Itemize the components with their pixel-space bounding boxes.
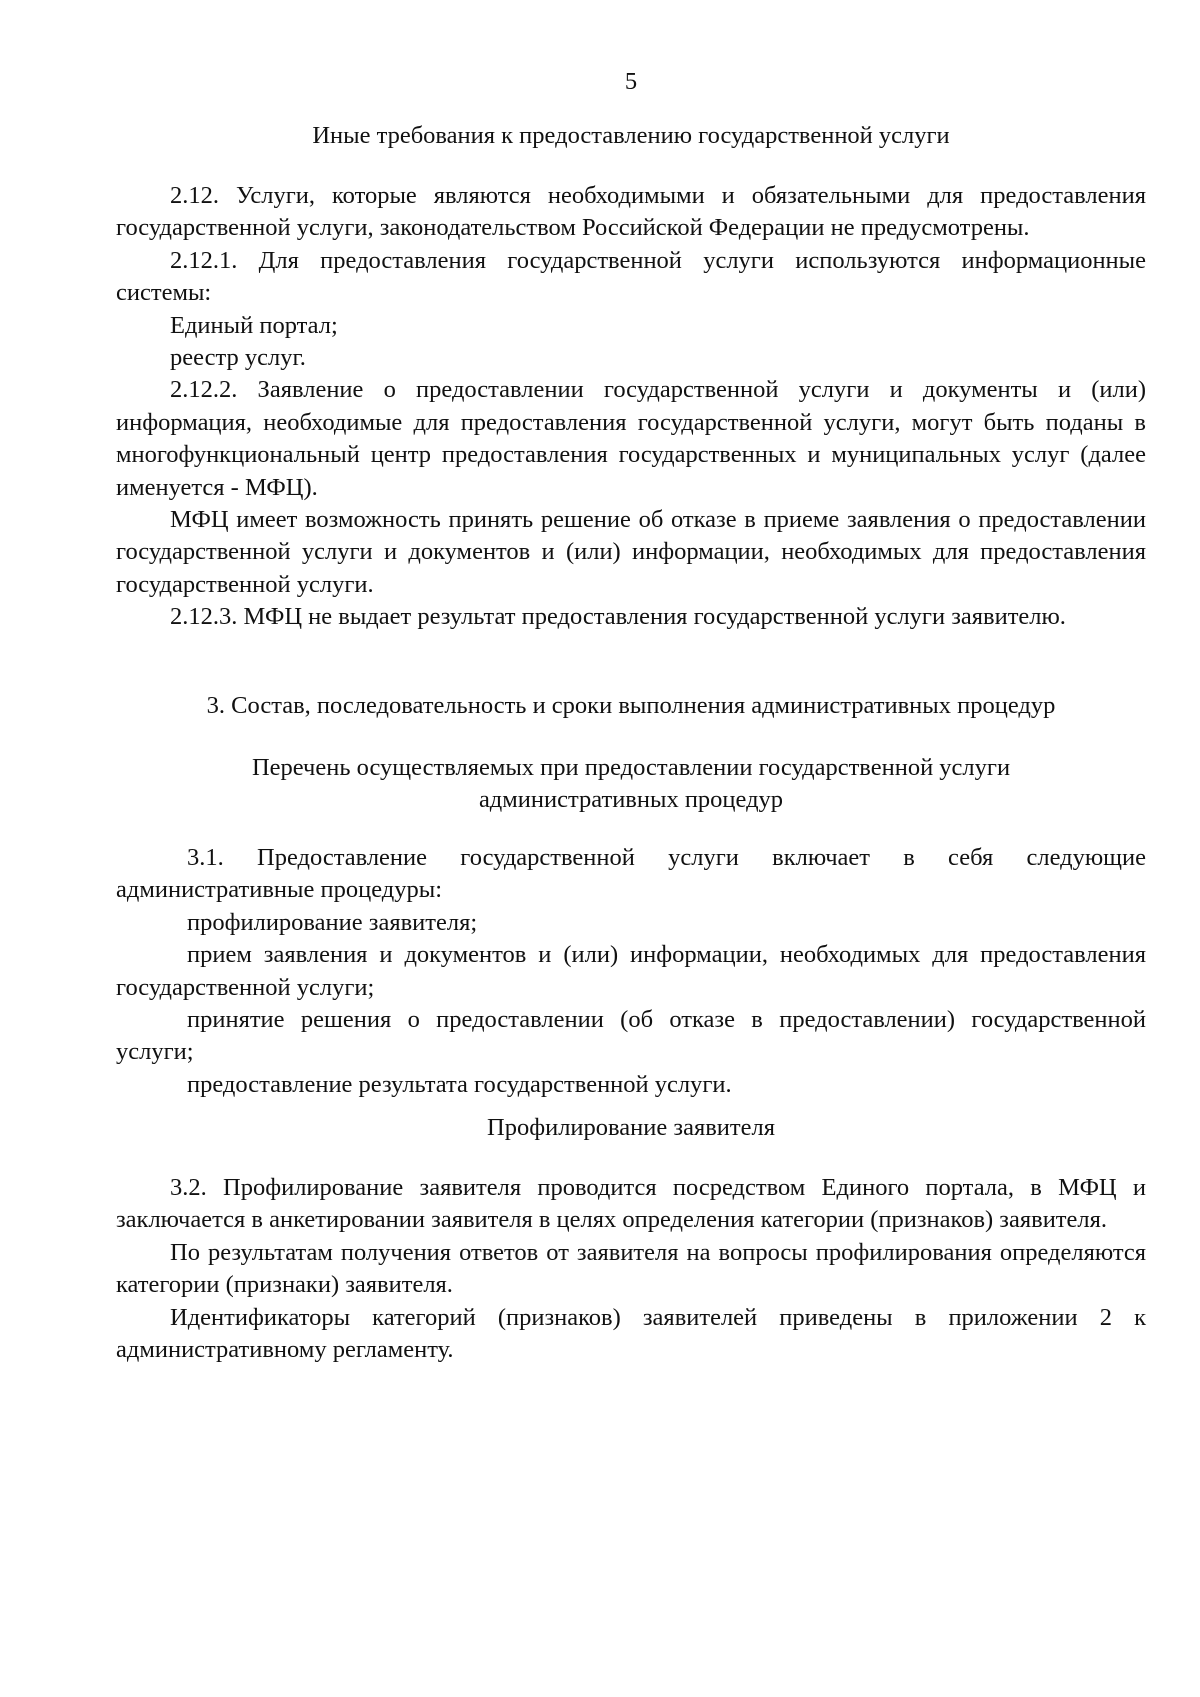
heading-other-requirements: Иные требования к предоставлению государственной услуги xyxy=(312,122,950,149)
page-number: 5 xyxy=(624,68,638,95)
list-item-profiling: профилирование заявителя; xyxy=(187,908,478,936)
heading-section-3: 3. Состав, последовательность и сроки выполнения административных процедур xyxy=(206,692,1056,719)
list-item-unified-portal: Единый портал; xyxy=(170,311,338,339)
subheading-procedures-line-1: Перечень осуществляемых при предоставлении государственной услуги xyxy=(251,754,1011,781)
paragraph-3-1: 3.1. Предоставление государственной услуги включает в себя следующие административные процедуры: xyxy=(116,844,1146,904)
subheading-procedures-line-2: административных процедур xyxy=(478,786,784,813)
paragraph-profiling-results: По результатам получения ответов от заявителя на вопросы профилирования определяются категории (признаки) заявителя. xyxy=(116,1238,1146,1299)
section-3-body xyxy=(116,842,1146,1101)
paragraph-2-12: 2.12. Услуги, которые являются необходимыми и обязательными для предоставления государственной услуги, законодательством Российской Федерации не предусмотрены. xyxy=(116,182,1146,242)
paragraph-category-identifiers: Идентификаторы категорий (признаков) заявителей приведены в приложении 2 к административному регламенту. xyxy=(116,1303,1146,1364)
heading-profiling: Профилирование заявителя xyxy=(487,1114,775,1141)
paragraph-2-12-1: 2.12.1. Для предоставления государственной услуги используются информационные системы: xyxy=(116,246,1146,307)
paragraph-2-12-2: 2.12.2. Заявление о предоставлении государственной услуги и документы и (или) информация, необходимые для предоставления государственной услуги, могут быть поданы в многофункциональный центр предоставления государственных и муниципальных услуг (далее именуется - МФЦ). xyxy=(116,376,1146,501)
section-profiling-body xyxy=(116,1172,1146,1366)
paragraph-mfc-refusal: МФЦ имеет возможность принять решение об отказе в приеме заявления о предоставлении государственной услуги и документов и (или) информации, необходимых для предоставления государственной услуги. xyxy=(116,506,1146,598)
list-item-services-registry: реестр услуг. xyxy=(170,344,306,372)
section-other-requirements-body xyxy=(116,180,1146,634)
list-item-application-intake: прием заявления и документов и (или) информации, необходимых для предоставления государственной услуги; xyxy=(116,941,1146,1001)
paragraph-3-2: 3.2. Профилирование заявителя проводится посредством Единого портала, в МФЦ и заключается в анкетировании заявителя в целях определения категории (признаков) заявителя. xyxy=(116,1174,1146,1234)
list-item-decision: принятие решения о предоставлении (об отказе в предоставлении) государственной услуги; xyxy=(116,1006,1146,1066)
paragraph-2-12-3: 2.12.3. МФЦ не выдает результат предоставления государственной услуги заявителю. xyxy=(170,603,1066,631)
list-item-result-provision: предоставление результата государственной услуги. xyxy=(187,1070,732,1098)
